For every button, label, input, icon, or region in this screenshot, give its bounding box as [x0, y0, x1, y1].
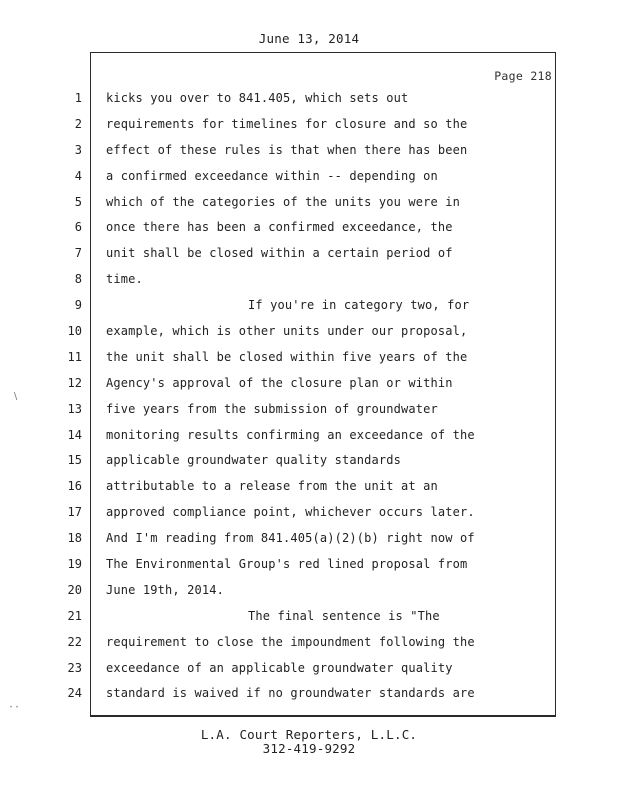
transcript-line: which of the categories of the units you were in	[106, 194, 460, 209]
transcript-line: And I'm reading from 841.405(a)(2)(b) right now of	[106, 531, 475, 546]
transcript-line: exceedance of an applicable groundwater quality	[106, 660, 453, 675]
line-number: 4	[74, 168, 82, 183]
transcript-line: Agency's approval of the closure plan or within	[106, 375, 453, 390]
line-number: 19	[67, 557, 82, 572]
line-number: 23	[67, 660, 82, 675]
transcript-line: The Environmental Group's red lined proposal from	[106, 557, 468, 572]
transcript-body	[106, 86, 526, 707]
scan-speck: ∖	[12, 392, 19, 403]
line-number: 3	[74, 142, 82, 157]
page-footer	[0, 728, 618, 756]
line-number: 18	[67, 531, 82, 546]
line-number: 9	[74, 298, 82, 313]
line-number: 7	[74, 246, 82, 261]
line-number: 17	[67, 505, 82, 520]
court-reporter-phone: 312-419-9292	[262, 741, 356, 756]
line-number: 13	[67, 401, 82, 416]
transcript-line: standard is waived if no groundwater standards are	[106, 686, 475, 701]
transcript-line: requirement to close the impoundment following the	[106, 634, 475, 649]
line-number: 11	[67, 349, 82, 364]
page-number: Page 218	[494, 69, 552, 83]
transcript-line: If you're in category two, for	[248, 298, 470, 313]
line-number: 2	[74, 116, 82, 131]
transcript-line: unit shall be closed within a certain period of	[106, 246, 453, 261]
line-number: 20	[67, 582, 82, 597]
line-number: 6	[74, 220, 82, 235]
line-number: 5	[74, 194, 82, 209]
transcript-line: five years from the submission of groundwater	[106, 401, 438, 416]
transcript-line: applicable groundwater quality standards	[106, 453, 401, 468]
line-number: 16	[67, 479, 82, 494]
transcript-line: monitoring results confirming an exceedance of the	[106, 427, 475, 442]
line-number: 10	[67, 324, 82, 339]
transcript-line: time.	[106, 272, 143, 287]
line-number: 24	[67, 686, 82, 701]
line-number: 12	[67, 375, 82, 390]
transcript-line: effect of these rules is that when there has been	[106, 142, 468, 157]
transcript-line: the unit shall be closed within five years of the	[106, 349, 468, 364]
transcript-line: June 19th, 2014.	[106, 582, 224, 597]
transcript-line: once there has been a confirmed exceedance, the	[106, 220, 453, 235]
line-number: 8	[74, 272, 82, 287]
line-number: 1	[74, 91, 82, 105]
transcript-line: kicks you over to 841.405, which sets out	[106, 91, 409, 105]
line-number-column	[60, 86, 82, 707]
transcript-line: attributable to a release from the unit at an	[106, 479, 438, 494]
line-number: 14	[67, 427, 82, 442]
transcript-date: June 13, 2014	[258, 31, 360, 46]
line-number: 22	[67, 634, 82, 649]
line-number: 21	[67, 608, 82, 623]
scan-speck: ⋅⋅	[8, 702, 21, 713]
line-number: 15	[67, 453, 82, 468]
transcript-line: The final sentence is "The	[248, 608, 440, 623]
court-reporter-name: L.A. Court Reporters, L.L.C.	[200, 727, 418, 742]
transcript-line: approved compliance point, whichever occurs later.	[106, 505, 475, 520]
transcript-line: a confirmed exceedance within -- depending on	[106, 168, 438, 183]
transcript-line: requirements for timelines for closure and so the	[106, 116, 468, 131]
transcript-line: example, which is other units under our proposal,	[106, 324, 468, 339]
